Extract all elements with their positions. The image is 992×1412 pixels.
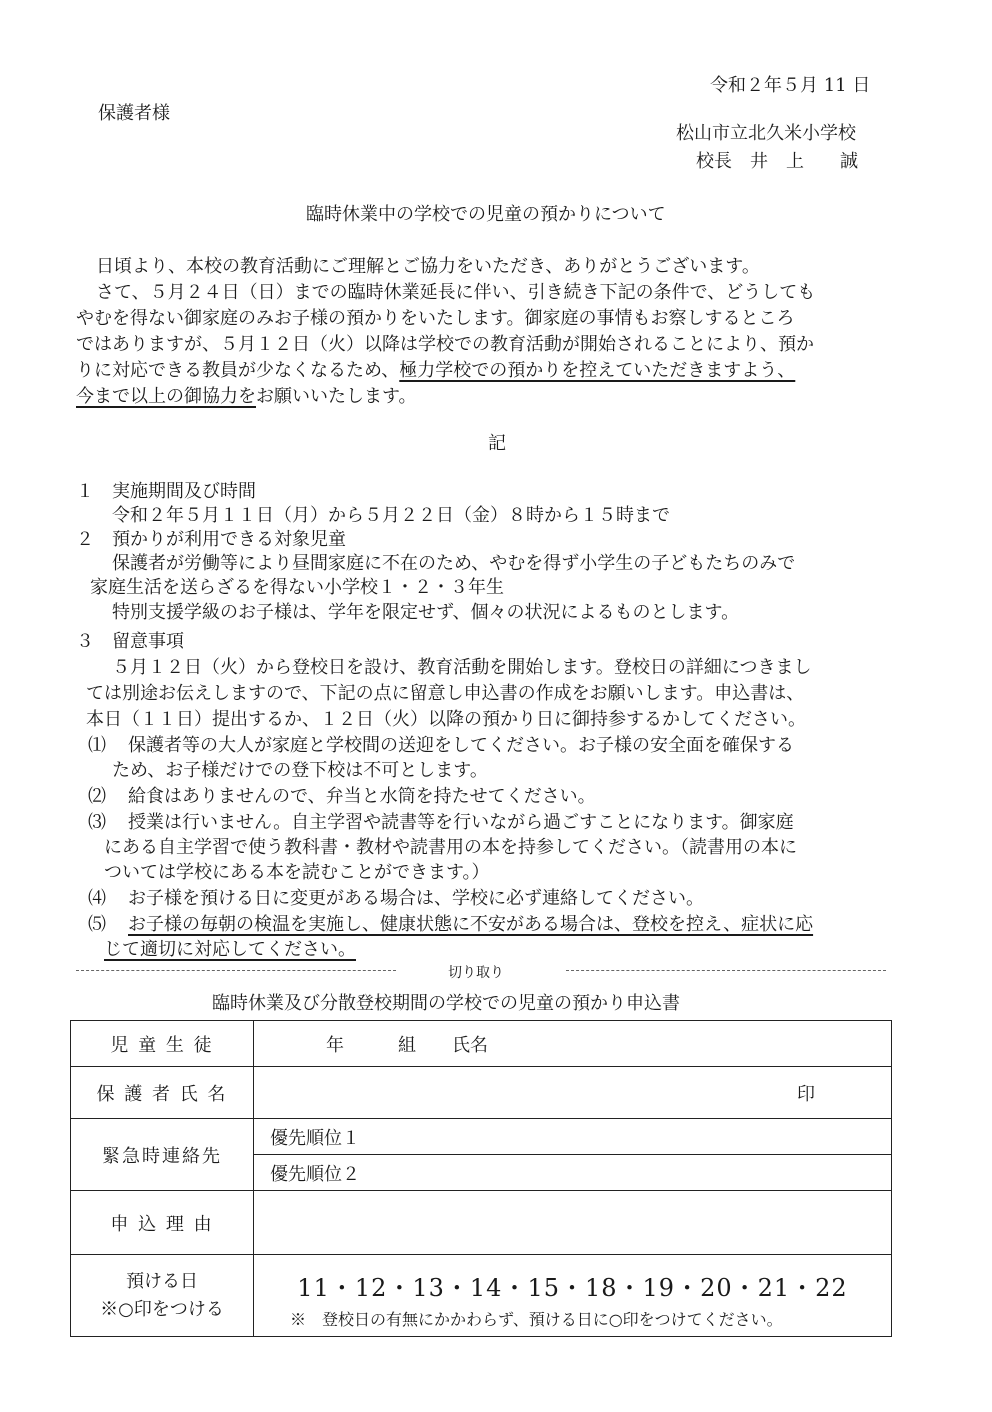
guardian-label: 保 護 者 氏 名 [71,1067,254,1119]
section-1-period: 令和２年５月１１日（月）から５月２２日（金）８時から１５時まで [112,505,670,526]
section-2-title: 預かりが利用できる対象児童 [112,529,346,550]
body-line-2: さて、５月２４日（日）までの臨時休業延長に伴い、引き続き下記の条件で、どうしても [96,282,816,303]
cut-label: 切り取り [448,965,504,981]
body-line-5-emphasis: 極力学校での預かりを控えていただきますよう、 [399,360,796,381]
reason-field[interactable] [254,1191,892,1255]
note-1-line-1: 保護者等の大人が家庭と学校間の送迎をしてください。お子様の安全面を確保する [128,735,794,756]
section-2-line-1: 保護者が労働等により昼間家庭に不在のため、やむを得ず小学生の子どもたちのみで [112,553,796,574]
row-guardian [71,1067,892,1119]
day-options[interactable]: 11・12・13・14・15・18・19・20・21・22 [297,1273,848,1302]
student-field[interactable] [254,1021,892,1067]
note-3-line-1: 授業は行いません。自主学習や読書等を行いながら過ごすことになります。御家庭 [128,812,794,833]
note-5-line-1: お子様の毎朝の検温を実施し、健康状態に不安がある場合は、登校を控え、症状に応 [128,914,814,935]
body-line-6-emphasis: 今まで以上の御協力を [76,386,256,407]
row-days [71,1255,892,1337]
document-date: 令和２年５月 11 日 [710,75,871,96]
note-5-number: ⑸ [88,914,106,935]
section-2-number: ２ [76,529,94,550]
body-line-3: やむを得ない御家庭のみお子様の預かりをいたします。御家庭の事情もお察しするところ [76,308,795,329]
days-label-cell [71,1255,254,1337]
note-1-line-2: ため、お子様だけでの登下校は不可とします。 [112,760,488,781]
note-1-number: ⑴ [88,735,106,756]
section-2-line-2: 家庭生活を送らざるを得ない小学校１・２・３年生 [90,577,504,598]
note-3-line-3: ついては学校にある本を読むことができます。） [104,862,490,883]
section-3-line-3: 本日（１１日）提出するか、１２日（火）以降の預かり日に御持参するかしてください。 [86,709,806,730]
priority-1-field[interactable] [254,1119,892,1155]
student-label: 児 童 生 徒 [71,1021,254,1067]
student-field-labels: 年 組 氏名 [326,1034,488,1056]
guardian-field[interactable] [254,1067,892,1119]
note-2-line-1: 給食はありませんので、弁当と水筒を持たせてください。 [128,786,596,807]
recipient: 保護者様 [98,103,170,124]
days-instruction: ※○印をつける [100,1298,224,1320]
cut-line-right [566,970,886,971]
application-form [70,1020,892,1337]
note-3-number: ⑶ [88,812,106,833]
days-field[interactable] [254,1255,892,1337]
section-3-title: 留意事項 [112,631,184,652]
priority-1-label: 優先順位１ [270,1127,360,1149]
body-line-1: 日頃より、本校の教育活動にご理解とご協力をいただき、ありがとうございます。 [96,256,760,277]
principal-name: 校長 井 上 誠 [696,151,858,172]
seal-mark: 印 [797,1083,815,1105]
section-2-line-3: 特別支援学級のお子様は、学年を限定せず、個々の状況によるものとします。 [112,602,740,623]
document-title: 臨時休業中の学校での児童の預かりについて [306,204,666,225]
note-5-line-2: じて適切に対応してください。 [104,939,356,960]
row-student [71,1021,892,1067]
cut-line-left [76,970,396,971]
form-title: 臨時休業及び分散登校期間の学校での児童の預かり申込書 [212,993,680,1014]
emergency-label: 緊急時連絡先 [71,1119,254,1191]
section-3-line-2: ては別途お伝えしますので、下記の点に留意し申込書の作成をお願いします。申込書は、 [86,683,805,704]
section-1-title: 実施期間及び時間 [112,481,256,502]
note-2-number: ⑵ [88,786,106,807]
section-1-number: １ [76,481,94,502]
section-3-number: ３ [76,631,94,652]
section-3-line-1: ５月１２日（火）から登校日を設け、教育活動を開始します。登校日の詳細につきまし [112,657,812,678]
days-note: ※ 登校日の有無にかかわらず、預ける日に○印をつけてください。 [290,1309,783,1329]
body-line-5-text: りに対応できる教員が少なくなるため、 [76,360,400,381]
body-line-5 [76,359,795,383]
note-4-number: ⑷ [88,888,106,909]
reason-label: 申 込 理 由 [71,1191,254,1255]
ki-marker: 記 [488,433,506,454]
days-label: 預ける日 [126,1270,198,1292]
note-3-line-2: にある自主学習で使う教科書・教材や読書用の本を持参してください。（読書用の本に [104,837,797,858]
body-line-4: ではありますが、５月１２日（火）以降は学校での教育活動が開始されることにより、預か [76,334,814,355]
priority-2-field[interactable] [254,1155,892,1191]
body-line-6-text: お願いいたします。 [256,386,417,407]
row-reason [71,1191,892,1255]
note-4-line-1: お子様を預ける日に変更がある場合は、学校に必ず連絡してください。 [128,888,704,909]
priority-2-label: 優先順位２ [270,1163,360,1185]
row-emergency-1 [71,1119,892,1155]
school-name: 松山市立北久米小学校 [676,123,856,144]
body-line-6 [76,385,417,409]
